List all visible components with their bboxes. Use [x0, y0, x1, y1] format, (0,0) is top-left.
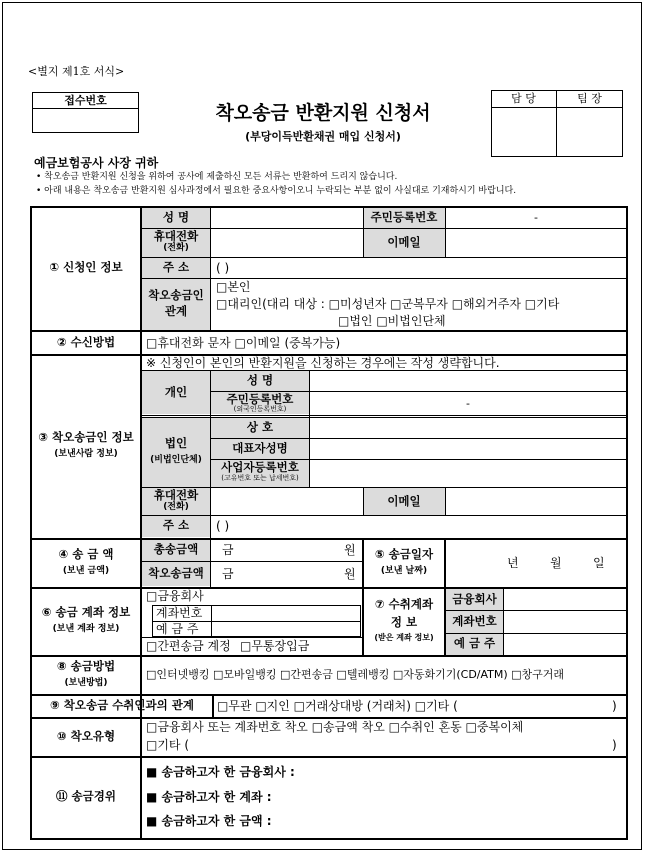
s5-title: ⑤ 송금일자	[374, 547, 434, 561]
s3-notice: ※ 신청인이 본인의 반환지원을 신청하는 경우에는 작성 생략합니다.	[146, 356, 500, 370]
s9-title: ⑨ 착오송금 수취인과의 관계	[50, 698, 194, 712]
page-title: 착오송금 반환지원 신청서	[215, 102, 431, 124]
s11-line-1: ■ 송금하고자 한 금융회사 :	[146, 765, 295, 779]
s3-phone-sub: (전화)	[163, 502, 189, 512]
s2-title: ② 수신방법	[56, 335, 116, 349]
s3-trade-name-field[interactable]	[310, 418, 626, 437]
receipt-number-field[interactable]	[33, 109, 138, 132]
s3-address-label: 주 소	[162, 518, 190, 532]
s4-mistaken-geum: 금	[222, 567, 234, 581]
s4-sub: (보낸 금액)	[62, 566, 110, 576]
addressee: 예금보험공사 사장 귀하	[34, 156, 159, 170]
s5-month[interactable]: 월	[550, 556, 562, 570]
s8-options[interactable]: □인터넷뱅킹 □모바일뱅킹 □간편송금 □텔레뱅킹 □자동화기기(CD/ATM) □창구거래	[146, 668, 565, 681]
s4-total-label: 총송금액	[153, 542, 199, 556]
approval-team-lead-label: 팀 장	[577, 92, 602, 105]
s1-email-field[interactable]	[446, 229, 626, 256]
s3-rrn-sub: (외국인등록번호)	[233, 405, 287, 413]
s4-total-won: 원	[344, 543, 356, 557]
s1-phone-sub: (전화)	[163, 243, 189, 253]
s3-rep-field[interactable]	[310, 439, 626, 458]
s3-phone-label: 휴대전화	[153, 488, 199, 502]
s1-relation-label-2: 관계	[164, 304, 188, 318]
s3-address-field[interactable]: ( )	[216, 519, 230, 533]
approval-manager-label: 담 당	[511, 92, 536, 105]
s6-sub: (보낸 계좌 정보)	[52, 624, 120, 634]
s5-sub: (보낸 날짜)	[380, 566, 428, 576]
s3-rrn-field[interactable]: -	[466, 397, 470, 410]
s1-phone-label: 휴대전화	[153, 229, 199, 243]
page-subtitle: (부당이득반환채권 매입 신청서)	[245, 130, 401, 143]
s7-holder-label: 예 금 주	[453, 636, 496, 650]
s6-simple-checkbox[interactable]: □간편송금 계정	[146, 639, 231, 653]
s11-line-3: ■ 송금하고자 한 금액 :	[146, 814, 272, 828]
s11-title: ⑪ 송금경위	[56, 789, 116, 803]
s1-rrn-field[interactable]: -	[534, 211, 538, 224]
s3-biz-no-label: 사업자등록번호	[221, 460, 299, 474]
s9-options[interactable]: □무관 □지인 □거래상대방 (거래처) □기타 (	[217, 699, 458, 713]
s1-self-checkbox[interactable]: □본인	[216, 280, 251, 294]
s11-field-3[interactable]	[282, 811, 620, 831]
s3-biz-no-sub: (고유번호 또는 납세번호)	[221, 474, 299, 482]
s3-rep-label: 대표자성명	[232, 441, 288, 455]
s6-fi-checkbox[interactable]: □금융회사	[146, 589, 204, 603]
s1-agent-checkboxes-2[interactable]: □법인 □비법인단체	[338, 314, 446, 328]
s3-individual-label: 개인	[164, 385, 188, 399]
s7-fi-label: 금융회사	[452, 592, 497, 606]
s10-close: )	[612, 738, 617, 752]
s9-close: )	[612, 699, 617, 713]
s3-rrn-label: 주민등록번호	[226, 392, 294, 406]
s4-mistaken-label: 착오송금액	[148, 566, 204, 580]
s1-email-label: 이메일	[387, 235, 421, 249]
s3-name-field[interactable]	[310, 371, 626, 390]
s1-phone-field[interactable]	[211, 229, 362, 256]
s7-account-label: 계좌번호	[452, 614, 497, 628]
receipt-number-label: 접수번호	[64, 94, 107, 107]
form-number: <별지 제1호 서식>	[28, 65, 125, 78]
s1-name-field[interactable]	[211, 208, 362, 227]
s3-sub: (보낸사람 정보)	[54, 449, 118, 459]
s7-title-1: ⑦ 수취계좌	[374, 597, 434, 611]
s4-total-geum: 금	[222, 543, 234, 557]
s8-title: ⑧ 송금방법	[56, 659, 116, 673]
s3-biz-no-field[interactable]	[310, 460, 626, 486]
s10-options[interactable]: □금융회사 또는 계좌번호 착오 □송금액 착오 □수취인 혼동 □중복이체	[146, 720, 524, 734]
s6-title: ⑥ 송금 계좌 정보	[41, 605, 131, 619]
s11-field-1[interactable]	[310, 762, 620, 782]
s4-title: ④ 송 금 액	[58, 547, 114, 561]
s6-holder-label: 예 금 주	[156, 622, 199, 636]
s1-rrn-label: 주민등록번호	[370, 210, 438, 224]
s7-fi-field[interactable]	[504, 589, 626, 609]
s10-title: ⑩ 착오유형	[56, 729, 116, 743]
s1-address-label: 주 소	[162, 260, 190, 274]
s4-total-field[interactable]	[240, 540, 340, 560]
s7-title-2: 정 보	[390, 615, 418, 629]
s3-phone-field[interactable]	[211, 488, 362, 514]
s5-day[interactable]: 일	[593, 556, 605, 570]
s5-year[interactable]: 년	[507, 556, 519, 570]
s7-sub: (받은 계좌 정보)	[374, 633, 434, 642]
s3-email-label: 이메일	[387, 494, 421, 508]
s3-name-label: 성 명	[246, 373, 274, 387]
s7-account-field[interactable]	[504, 611, 626, 632]
s3-email-field[interactable]	[446, 488, 626, 514]
s11-field-2[interactable]	[282, 787, 620, 807]
s6-account-label: 계좌번호	[156, 606, 203, 620]
s11-line-2: ■ 송금하고자 한 계좌 :	[146, 790, 272, 804]
note-2: • 아래 내용은 착오송금 반환지원 심사과정에서 필요한 중요사항이오니 누락되는 부분 없이 사실대로 기재하시기 바랍니다.	[36, 186, 517, 196]
s7-holder-field[interactable]	[504, 634, 626, 654]
s3-title: ③ 착오송금인 정보	[38, 430, 134, 444]
s6-card-checkbox[interactable]: □무통장입금	[240, 639, 310, 653]
s3-trade-name-label: 상 호	[246, 420, 274, 434]
s6-holder-field[interactable]	[212, 622, 360, 636]
s4-mistaken-field[interactable]	[240, 563, 340, 585]
s4-mistaken-won: 원	[344, 567, 356, 581]
s10-other[interactable]: □기타 (	[146, 738, 190, 752]
s6-account-field[interactable]	[212, 606, 360, 620]
s3-corp-label: 법인	[164, 436, 188, 450]
s2-options[interactable]: □휴대전화 문자 □이메일 (중복가능)	[146, 336, 341, 350]
s1-name-label: 성 명	[162, 210, 190, 224]
s8-sub: (보낸방법)	[64, 678, 108, 688]
s3-corp-sub: (비법인단체)	[150, 455, 202, 465]
s1-relation-label-1: 착오송금인	[148, 288, 204, 302]
s1-agent-checkboxes[interactable]: □대리인(대리 대상 : □미성년자 □군복무자 □해외거주자 □기타	[216, 297, 560, 311]
s1-address-field[interactable]: ( )	[216, 261, 230, 275]
s1-title: ① 신청인 정보	[49, 260, 123, 274]
note-1: • 착오송금 반환지원 신청을 위하여 공사에 제출하신 모든 서류는 반환하여 드리지 않습니다.	[36, 172, 398, 182]
